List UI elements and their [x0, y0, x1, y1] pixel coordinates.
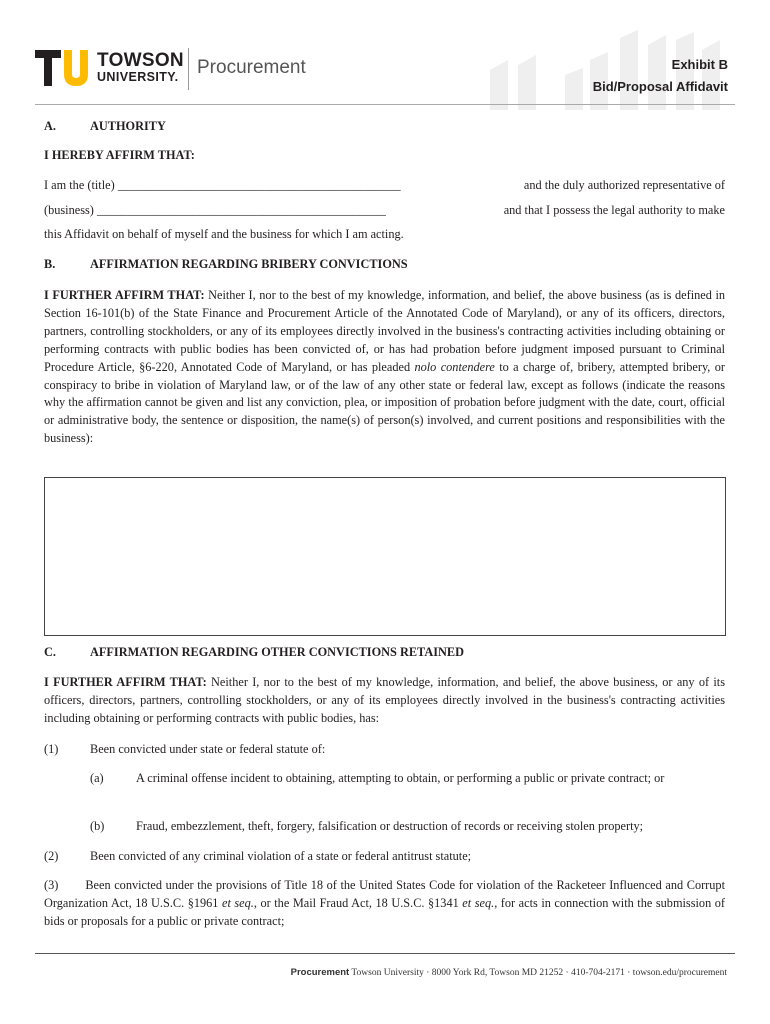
item-1a-text: A criminal offense incident to obtaining, attempting to obtain, or performing a public or private contract; or: [136, 771, 665, 785]
section-c-lead: I FURTHER AFFIRM THAT:: [44, 675, 207, 689]
section-a-letter: A.: [44, 119, 56, 133]
section-b-text-2: to a charge of, bribery, attempted bribery, or conspiracy to bribe in violation of Maryland law, or of the law of any other state or federal law, except as follows (indicate the reasons why the affirmation cannot be given and list any conviction, plea, or imposition of probation before judgment with the date, court, official or administrative body, the sentence or disposition, the name(s) of person(s) involved, and current positions and responsibilities with the business):: [44, 359, 725, 446]
title-blank-field[interactable]: ______________________________________________: [117, 178, 401, 192]
bribery-exceptions-textarea[interactable]: [44, 477, 726, 636]
title-line-label: I am the (title): [44, 178, 118, 192]
item-3-text-1: Been convicted under the provisions of Title 18 of the United States Code for violation of the Racketeer Influenced and Corrupt Organization Act, 18 U.S.C. §1961: [44, 878, 725, 910]
section-b-letter: B.: [44, 257, 56, 271]
business-line-label: (business): [44, 203, 97, 217]
item-1b-text: Fraud, embezzlement, theft, forgery, falsification or destruction of records or receiving stolen property;: [136, 819, 644, 833]
title-line-end: and the duly authorized representative of: [520, 178, 725, 192]
item-1a-number: (a): [90, 771, 104, 785]
section-c-letter: C.: [44, 645, 56, 659]
section-a-lead: I HEREBY AFFIRM THAT:: [44, 148, 195, 162]
header-divider: [35, 104, 735, 105]
business-blank-field[interactable]: _______________________________________________: [96, 203, 386, 217]
section-b-lead: I FURTHER AFFIRM THAT:: [44, 288, 205, 302]
item-1b-number: (b): [90, 819, 105, 833]
section-c-text: Neither I, nor to the best of my knowledge, information, and belief, the above business, or any of its officers, directors, partners, controlling stockholders, or any of its employees directly involved in the business's contracting activities including obtaining or performing contracts with public bodies, has:: [44, 675, 726, 725]
item-3: [44, 877, 725, 931]
section-b-title: AFFIRMATION REGARDING BRIBERY CONVICTIONS: [90, 257, 408, 271]
section-a-title: AUTHORITY: [90, 119, 166, 133]
item-2-number: (2): [44, 849, 59, 863]
item-3-italic-2: et seq.: [462, 895, 495, 910]
department-name: Procurement: [197, 57, 306, 78]
exhibit-title: Bid/Proposal Affidavit: [592, 79, 728, 94]
business-line-end: and that I possess the legal authority to make: [500, 203, 725, 217]
footer-label: Procurement: [290, 967, 350, 978]
footer-divider: [35, 953, 735, 954]
footer-address: Towson University · 8000 York Rd, Towson MD 21252 · 410-704-2171 · towson.edu/procurement: [349, 968, 727, 978]
exhibit-label: Exhibit B: [671, 57, 728, 72]
item-3-number: (3): [44, 878, 59, 892]
item-3-text-2: , or the Mail Fraud Act, 18 U.S.C. §1341: [253, 895, 463, 910]
item-1-text: Been convicted under state or federal statute of:: [90, 742, 326, 756]
section-b-italic: nolo contendere: [414, 359, 495, 374]
section-b-text-1: Neither I, nor to the best of my knowledge, information, and belief, the above business (as is defined in Section 16-101(b) of the State Finance and Procurement Article of the Annotated Code of Maryland), or any of its officers, directors, partners, controlling stockholders, or any of its employees directly involved in the business's contracting activities including obtaining or performing contracts with public bodies has been convicted of, or has had probation before judgment imposed pursuant to Criminal Procedure Article, §6-220, Annotated Code of Maryland, or has pleaded: [44, 288, 726, 374]
item-2-text: Been convicted of any criminal violation of a state or federal antitrust statute;: [90, 849, 472, 863]
logo-divider: [188, 48, 189, 90]
logo-wordmark-towson: TOWSON: [97, 50, 184, 71]
business-line: [44, 202, 725, 220]
item-1-number: (1): [44, 742, 59, 756]
section-c-title: AFFIRMATION REGARDING OTHER CONVICTIONS RETAINED: [90, 645, 464, 659]
title-line: [44, 177, 725, 195]
item-3-text-3: , for acts in connection with the submission of bids or proposals for a public or private contract;: [44, 895, 725, 928]
towson-tu-logo-icon: [35, 50, 91, 86]
section-a-line3: this Affidavit on behalf of myself and the business for which I am acting.: [44, 227, 404, 241]
footer: [0, 967, 727, 978]
item-3-italic-1: et seq.: [221, 895, 254, 910]
section-b-paragraph: [44, 287, 725, 448]
logo-wordmark-university: UNIVERSITY.: [97, 70, 179, 84]
section-c-paragraph: [44, 674, 725, 728]
